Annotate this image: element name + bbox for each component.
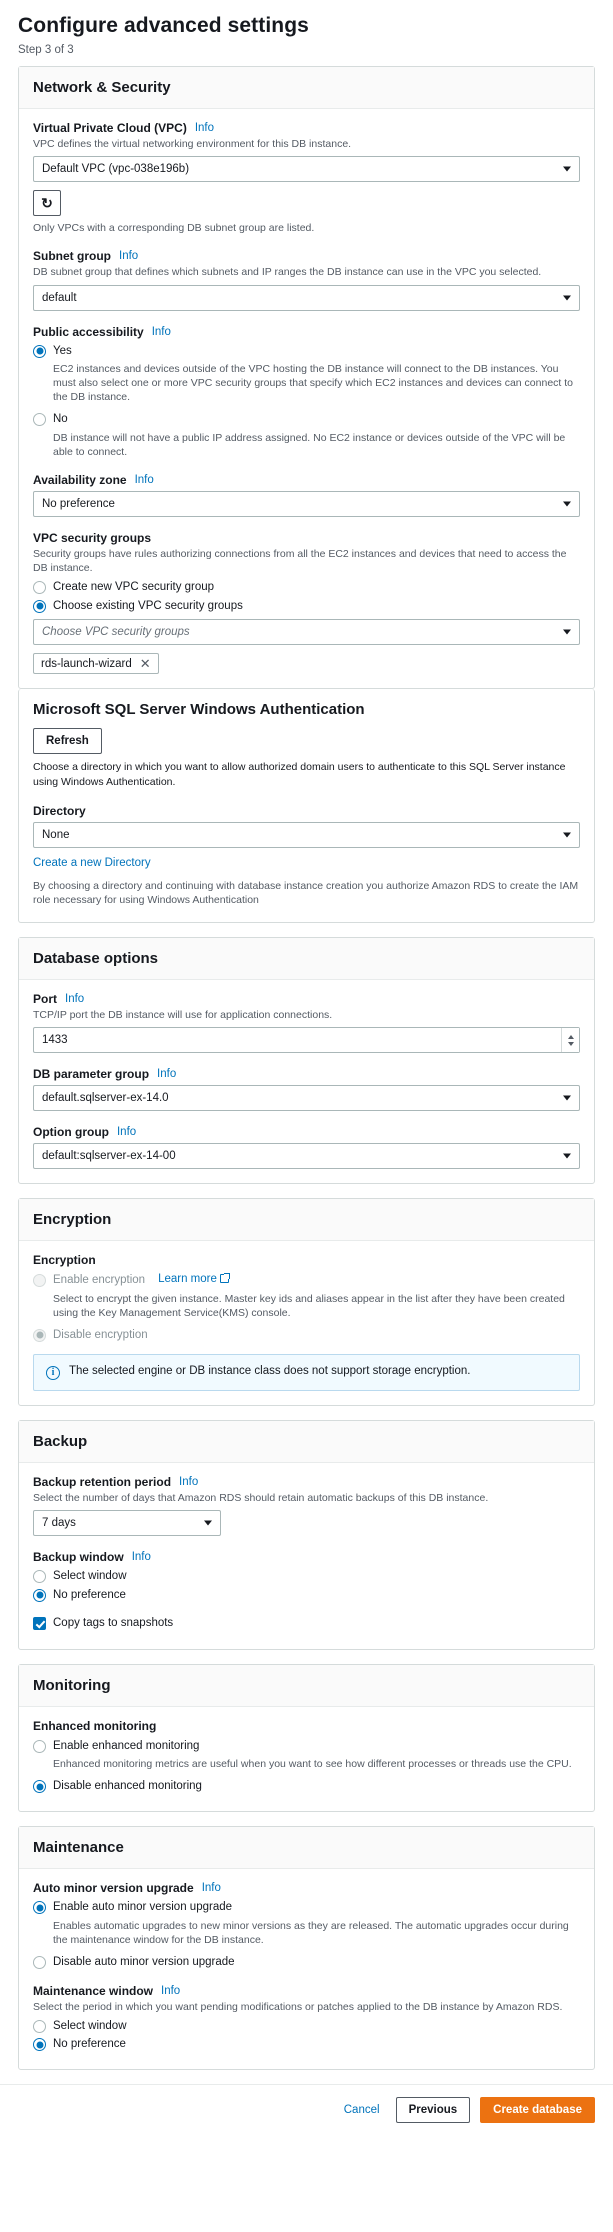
public-accessibility-yes-desc: EC2 instances and devices outside of the VPC hosting the DB instance will connect to the DB instances. You must also select one or more VPC security groups that specify which EC2 instances and devices can connect to the DB instance. [53,362,574,404]
auto-minor-version-upgrade-field [33,1881,580,1969]
encryption-title: Encryption [33,1211,112,1229]
wizard-step-indicator: Step 3 of 3 [18,44,74,56]
backup-window-select-label: Select window [53,1570,127,1583]
encryption-enable-desc: Select to encrypt the given instance. Master key ids and aliases appear in the list after they have been created using the Key Management Service(KMS) console. [53,1292,565,1319]
encryption-body [19,1241,594,1405]
chevron-down-icon [563,630,571,635]
port-input-wrap [33,1027,580,1053]
availability-zone-info-link[interactable]: Info [134,474,154,487]
chevron-down-icon [563,1154,571,1159]
monitoring-header [19,1665,594,1707]
option-group-selected-value: default:sqlserver-ex-14-00 [42,1150,176,1163]
auto-minor-info-link[interactable]: Info [201,1882,221,1895]
radio-icon[interactable] [33,2020,46,2033]
vpc-security-groups-label-row [33,531,580,545]
radio-icon[interactable] [33,581,46,594]
vpc-security-groups-select[interactable] [33,619,580,645]
port-label-row [33,992,580,1006]
chevron-down-icon [568,1042,574,1046]
maintenance-title: Maintenance [33,1839,124,1857]
maintenance-window-label: Maintenance window [33,1983,154,1998]
mssql-windows-auth-body [19,689,594,922]
encryption-group-label: Encryption [33,1253,96,1268]
option-group-select[interactable] [33,1143,580,1169]
chevron-down-icon [563,1096,571,1101]
monitoring-enable-label: Enable enhanced monitoring [53,1739,200,1752]
subnet-group-selected-value: default [42,291,77,304]
option-group-info-link[interactable]: Info [116,1126,137,1139]
vpc-hint: VPC defines the virtual networking environment for this DB instance. [33,138,352,150]
public-accessibility-no-desc: DB instance will not have a public IP address assigned. No EC2 instance or devices outside of the VPC will be able to connect. [53,431,566,458]
network-security-title: Network & Security [33,79,171,96]
info-icon: i [46,1366,60,1380]
backup-retention-label: Backup retention period [33,1475,172,1490]
vpc-field [33,121,580,235]
public-accessibility-label-row [33,325,580,339]
monitoring-enable-desc: Enhanced monitoring metrics are useful when you want to see how different processes or threads use the CPU. [53,1757,572,1770]
radio-icon[interactable] [33,413,46,426]
vpc-label-row [33,121,580,135]
backup-window-option-no-preference[interactable] [33,1588,580,1602]
chevron-down-icon [563,832,571,837]
chevron-down-icon [563,502,571,507]
port-info-link[interactable]: Info [65,992,85,1005]
encryption-card [18,1198,595,1406]
port-stepper[interactable] [561,1028,579,1052]
encryption-option-enable [33,1273,580,1287]
monitoring-card [18,1664,595,1813]
vpc-security-groups-option-create[interactable] [33,580,580,594]
maintenance-card [18,1826,595,2070]
vpc-security-groups-create-label: Create new VPC security group [53,581,215,594]
vpc-security-groups-placeholder: Choose VPC security groups [42,626,190,639]
encryption-enable-label: Enable encryption [53,1274,146,1287]
page-title: Configure advanced settings [18,14,309,37]
encryption-disable-label: Disable encryption [53,1328,148,1341]
vpc-label: Virtual Private Cloud (VPC) [33,121,187,135]
option-group-field [33,1125,580,1169]
vpc-info-link[interactable]: Info [194,122,214,134]
subnet-group-info-link[interactable]: Info [119,250,139,263]
maintenance-window-info-link[interactable]: Info [161,1984,181,1997]
availability-zone-field [33,473,580,517]
network-security-body [19,109,594,688]
db-parameter-group-label: DB parameter group [33,1067,150,1082]
public-accessibility-no-label: No [53,413,68,426]
monitoring-body [19,1707,594,1812]
port-hint: TCP/IP port the DB instance will use for application connections. [33,1008,333,1021]
radio-icon [33,1329,46,1342]
subnet-group-hint: DB subnet group that defines which subnets and IP ranges the DB instance can use in the VPC you selected. [33,266,542,279]
public-accessibility-yes-label: Yes [53,344,72,357]
vpc-security-groups-option-existing[interactable] [33,599,580,613]
refresh-icon: ↻ [41,195,53,212]
radio-icon[interactable] [33,2038,46,2051]
vpc-note: Only VPCs with a corresponding DB subnet group are listed. [33,222,315,235]
vpc-selected-value: Default VPC (vpc-038e196b) [42,163,190,176]
directory-selected-value: None [42,828,70,841]
backup-retention-hint: Select the number of days that Amazon RDS should retain automatic backups of this DB instance. [33,1492,489,1505]
vpc-security-group-token [33,653,159,674]
radio-icon[interactable] [33,1589,46,1602]
database-options-title: Database options [33,949,159,967]
subnet-group-select[interactable] [33,285,580,311]
auto-minor-label: Auto minor version upgrade [33,1881,194,1896]
subnet-group-label: Subnet group [33,249,111,264]
backup-header [19,1421,594,1463]
maintenance-window-hint: Select the period in which you want pending modifications or patches applied to the DB instance by Amazon RDS. [33,2000,563,2013]
port-input[interactable] [33,1027,580,1053]
db-parameter-group-label-row [33,1067,580,1081]
mssql-windows-auth-card [18,689,595,923]
page-content [0,66,613,2070]
maintenance-window-field [33,1984,580,2052]
db-parameter-group-select[interactable] [33,1085,580,1111]
auto-minor-option-enable[interactable] [33,1900,580,1914]
radio-icon[interactable] [33,1740,46,1753]
maintenance-window-select-label: Select window [53,2019,127,2032]
previous-button[interactable]: Previous [396,2097,471,2123]
maintenance-body [19,1869,594,2069]
database-options-header [19,938,594,980]
backup-retention-select[interactable] [33,1510,221,1536]
directory-field [33,804,580,908]
maintenance-window-option-no-preference[interactable] [33,2037,580,2051]
directory-select[interactable] [33,822,580,848]
option-group-label: Option group [33,1125,109,1140]
availability-zone-select[interactable] [33,491,580,517]
public-accessibility-info-link[interactable]: Info [151,325,171,338]
option-group-label-row [33,1125,580,1139]
chevron-up-icon [568,1035,574,1039]
auto-minor-label-row [33,1881,580,1895]
monitoring-option-enable[interactable] [33,1739,580,1753]
backup-window-field [33,1550,580,1602]
vpc-security-groups-field [33,531,580,674]
chevron-down-icon [204,1521,212,1526]
backup-retention-selected-value: 7 days [42,1517,76,1530]
backup-card [18,1420,595,1649]
auto-minor-disable-label: Disable auto minor version upgrade [53,1956,235,1969]
radio-icon[interactable] [33,1956,46,1969]
monitoring-title: Monitoring [33,1676,111,1694]
monitoring-option-disable[interactable] [33,1779,580,1793]
backup-window-label-row [33,1550,580,1564]
radio-icon[interactable] [33,345,46,358]
directory-label: Directory [33,803,86,818]
copy-tags-to-snapshots-label: Copy tags to snapshots [53,1617,174,1630]
vpc-refresh-button[interactable] [33,190,61,216]
db-parameter-group-field [33,1067,580,1111]
database-options-card [18,937,595,1184]
create-directory-link[interactable]: Create a new Directory [33,856,151,869]
maintenance-window-no-preference-label: No preference [53,2038,126,2051]
create-database-button[interactable]: Create database [480,2097,595,2123]
page-header [0,0,613,66]
maintenance-window-option-select[interactable] [33,2019,580,2033]
chevron-down-icon [563,295,571,300]
vpc-security-groups-hint: Security groups have rules authorizing connections from all the EC2 instances and devices that need to access the DB instance. [33,548,567,575]
radio-icon [33,1274,46,1287]
mssql-description: Choose a directory in which you want to allow authorized domain users to authenticate to this SQL Server instance using Windows Authentication. [33,761,566,788]
port-label: Port [33,991,57,1006]
vpc-select[interactable] [33,156,580,182]
backup-retention-field [33,1475,580,1536]
backup-window-info-link[interactable]: Info [131,1551,151,1564]
network-security-header [19,67,594,109]
db-parameter-group-info-link[interactable]: Info [157,1068,177,1081]
mssql-iam-note: By choosing a directory and continuing with database instance creation you authorize Amazon RDS to create the IAM role necessary for using Windows Authentication [33,879,579,907]
db-parameter-group-selected-value: default.sqlserver-ex-14.0 [42,1092,169,1105]
backup-body [19,1463,594,1648]
subnet-group-label-row [33,249,580,263]
availability-zone-label: Availability zone [33,473,127,488]
encryption-alert-text: The selected engine or DB instance class does not support storage encryption. [69,1365,471,1378]
maintenance-window-label-row [33,1984,580,1998]
mssql-refresh-label: Refresh [46,735,89,748]
vpc-security-group-token-label: rds-launch-wizard [41,657,132,670]
wizard-footer [0,2084,613,2139]
mssql-windows-auth-title: Microsoft SQL Server Windows Authentication [33,701,365,719]
backup-window-no-preference-label: No preference [53,1588,126,1601]
public-accessibility-label: Public accessibility [33,324,144,339]
public-accessibility-field [33,325,580,460]
mssql-refresh-button[interactable] [33,728,102,754]
close-icon[interactable]: ✕ [139,656,151,672]
public-accessibility-option-no[interactable] [33,412,580,426]
auto-minor-option-disable[interactable] [33,1955,580,1969]
subnet-group-field [33,249,580,310]
radio-icon[interactable] [33,1780,46,1793]
availability-zone-label-row [33,473,580,487]
database-options-body [19,980,594,1183]
encryption-learn-more-link[interactable]: Learn more [158,1273,229,1285]
directory-label-row [33,804,580,818]
external-link-icon [220,1274,229,1283]
radio-icon[interactable] [33,1570,46,1583]
availability-zone-selected-value: No preference [42,498,115,511]
network-security-card [18,66,595,689]
encryption-option-disable [33,1328,580,1342]
radio-icon[interactable] [33,600,46,613]
backup-retention-info-link[interactable]: Info [179,1476,199,1489]
maintenance-header [19,1827,594,1869]
monitoring-disable-label: Disable enhanced monitoring [53,1780,202,1793]
auto-minor-enable-desc: Enables automatic upgrades to new minor versions as they are released. The automatic upgrades occur during the maintenance window for the DB instance. [53,1919,569,1946]
backup-window-label: Backup window [33,1550,124,1565]
backup-retention-label-row [33,1475,580,1489]
vpc-security-groups-label: VPC security groups [33,531,152,546]
backup-window-option-select[interactable] [33,1569,580,1583]
encryption-header [19,1199,594,1241]
port-field [33,992,580,1053]
backup-title: Backup [33,1433,88,1451]
copy-tags-to-snapshots-row[interactable] [33,1616,580,1630]
vpc-security-groups-existing-label: Choose existing VPC security groups [53,599,243,612]
cancel-button[interactable]: Cancel [343,2104,380,2117]
radio-icon[interactable] [33,1901,46,1914]
enhanced-monitoring-label: Enhanced monitoring [33,1718,157,1733]
auto-minor-enable-label: Enable auto minor version upgrade [53,1901,233,1914]
encryption-alert [33,1354,580,1391]
public-accessibility-option-yes[interactable] [33,344,580,358]
checkbox-icon[interactable] [33,1617,46,1630]
chevron-down-icon [563,167,571,172]
